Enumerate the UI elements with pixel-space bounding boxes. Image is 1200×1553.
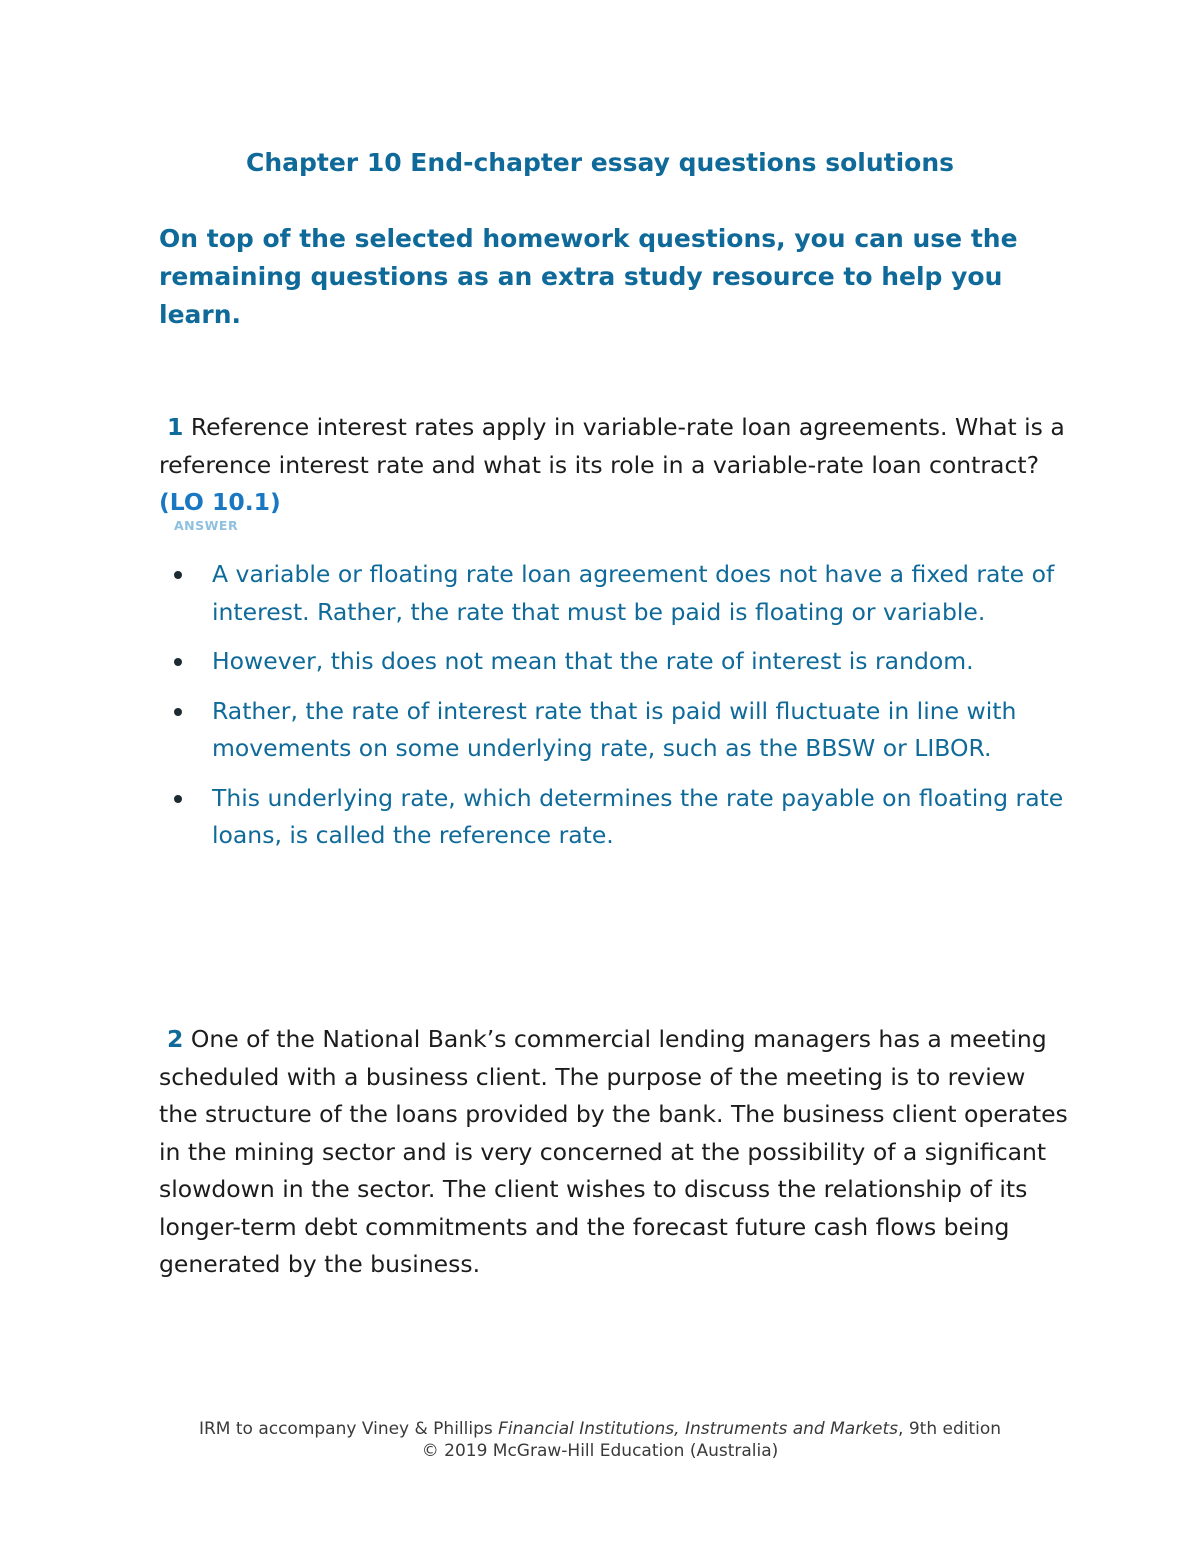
answer-label: ANSWER [174, 518, 239, 533]
footer-line-1: IRM to accompany Viney & Phillips Financial Institutions, Instruments and Markets, 9th edition [198, 1419, 1002, 1439]
answer-list [172, 556, 1072, 867]
page-title: Chapter 10 End-chapter essay questions solutions [245, 148, 955, 177]
answer-item: However, this does not mean that the rate of interest is random. [172, 643, 1072, 681]
question-text: Reference interest rates apply in variable-rate loan agreements. What is a reference interest rate and what is its role in a variable-rate loan contract? [159, 413, 1065, 479]
learning-objective: (LO 10.1) [159, 488, 281, 516]
bullet-icon [174, 708, 182, 716]
answer-item: Rather, the rate of interest rate that is paid will fluctuate in line with movements on some underlying rate, such as the BBSW or LIBOR. [172, 693, 1072, 768]
question-2 [159, 1021, 1069, 1284]
question-1 [159, 409, 1069, 522]
bullet-icon [174, 571, 182, 579]
footer-line-2: © 2019 McGraw-Hill Education (Australia) [421, 1441, 779, 1461]
intro-paragraph: On top of the selected homework questions, you can use the remaining questions as an extra study resource to help you learn. [159, 224, 1018, 329]
question-number: 2 [167, 1025, 184, 1053]
bullet-icon [174, 795, 182, 803]
bullet-icon [174, 658, 182, 666]
question-number: 1 [167, 413, 184, 441]
answer-item: This underlying rate, which determines the rate payable on floating rate loans, is called the reference rate. [172, 780, 1072, 855]
answer-item: A variable or floating rate loan agreement does not have a fixed rate of interest. Rather, the rate that must be paid is floating or variable. [172, 556, 1072, 631]
question-text: One of the National Bank’s commercial lending managers has a meeting scheduled with a business client. The purpose of the meeting is to review the structure of the loans provided by the bank. The business client operates in the mining sector and is very concerned at the possibility of a significant slowdown in the sector. The client wishes to discuss the relationship of its longer-term debt commitments and the forecast future cash flows being generated by the business. [159, 1025, 1068, 1278]
page-footer [0, 1418, 1200, 1462]
